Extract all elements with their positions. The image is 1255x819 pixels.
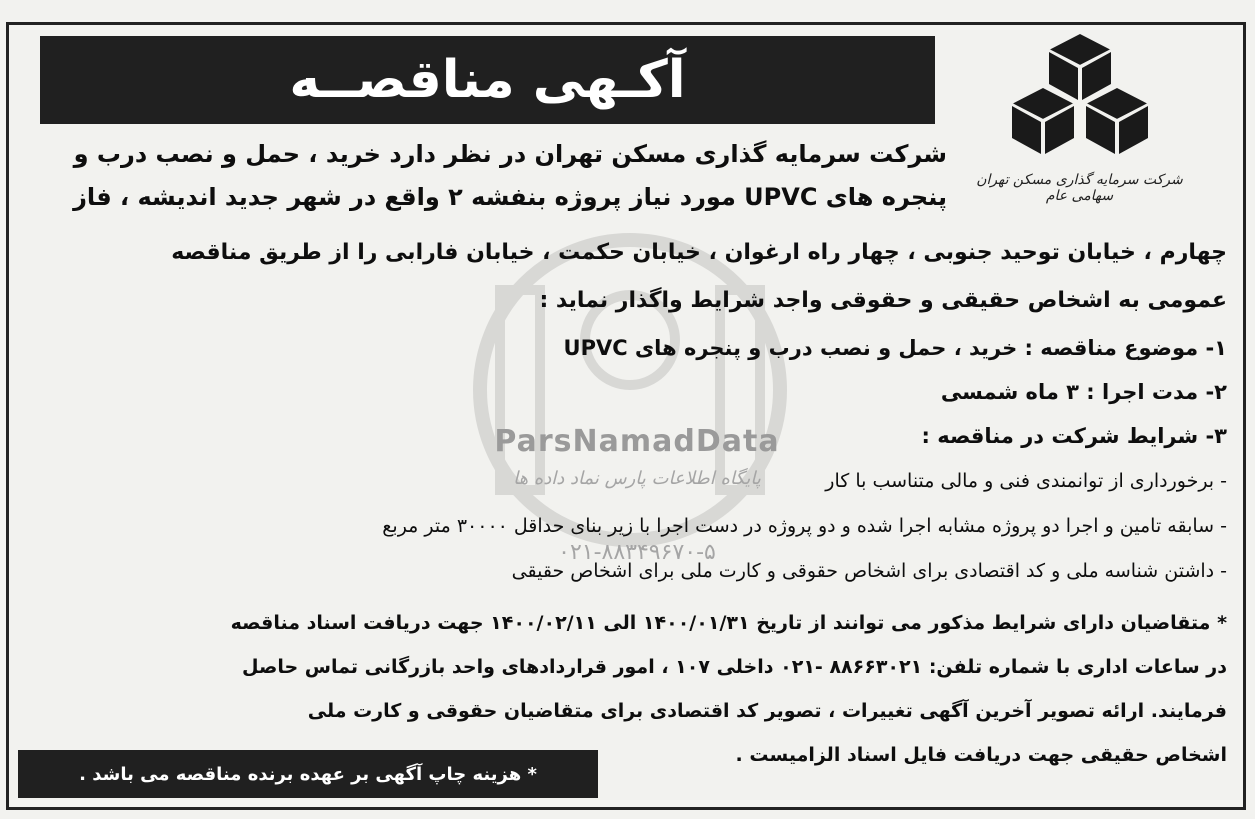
intro-line-3: چهارم ، خیابان توحید جنوبی ، چهار راه ارغوان ، خیابان حکمت ، خیابان فارابی را از طریق مناقصه [171, 240, 1227, 265]
watermark-phone: ۰۲۱-۸۸۳۴۹۶۷۰-۵ [558, 540, 716, 565]
ad-title-bar [40, 36, 935, 124]
condition-capability: - برخورداری از توانمندی فنی و مالی متناسب با کار [825, 470, 1227, 492]
company-cubes-logo-icon [1005, 30, 1155, 170]
intro-line-4: عمومی به اشخاص حقیقی و حقوقی واجد شرایط واگذار نماید : [539, 288, 1227, 313]
intro-line-1: شرکت سرمایه گذاری مسکن تهران در نظر دارد خرید ، حمل و نصب درب و [73, 140, 947, 168]
item-subject: ۱- موضوع مناقصه : خرید ، حمل و نصب درب و پنجره های UPVC [563, 336, 1227, 360]
condition-id: - داشتن شناسه ملی و کد اقتصادی برای اشخاص حقوقی و کارت ملی برای اشخاص حقیقی [511, 560, 1227, 582]
intro-line-2: پنجره های UPVC مورد نیاز پروژه بنفشه ۲ واقع در شهر جدید اندیشه ، فاز [73, 183, 947, 211]
watermark-subtitle: پایگاه اطلاعات پارس نماد داده ها [513, 468, 761, 489]
footer-bar [18, 750, 598, 798]
logo-caption: شرکت سرمایه گذاری مسکن تهران سهامی عام [976, 172, 1183, 204]
item-conditions-heading: ۳- شرایط شرکت در مناقصه : [921, 424, 1227, 448]
notice-line-1: * متقاضیان دارای شرایط مذکور می توانند از تاریخ ۱۴۰۰/۰۱/۳۱ الی ۱۴۰۰/۰۲/۱۱ جهت دریافت اسناد مناقصه [230, 612, 1227, 634]
notice-line-2: در ساعات اداری با شماره تلفن: ۸۸۶۶۳۰۲۱ -۰۲۱ داخلی ۱۰۷ ، امور قراردادهای واحد بازرگانی تماس حاصل [242, 656, 1227, 678]
item-duration: ۲- مدت اجرا : ۳ ماه شمسی [940, 380, 1227, 404]
watermark-brand: ParsNamadData [494, 424, 780, 459]
notice-line-4: اشخاص حقیقی جهت دریافت فایل اسناد الزامیست . [735, 744, 1227, 766]
ad-title: آکـهی مناقصــه [289, 50, 686, 110]
condition-experience: - سابقه تامین و اجرا دو پروژه مشابه اجرا شده و دو پروژه در دست اجرا با زیر بنای حداقل ۳۰۰۰۰ متر مربع [382, 515, 1227, 537]
notice-line-3: فرمایند. ارائه تصویر آخرین آگهی تغییرات ، تصویر کد اقتصادی برای متقاضیان حقوقی و کارت ملی [307, 700, 1227, 722]
footer-note: * هزینه چاپ آگهی بر عهده برنده مناقصه می باشد . [79, 763, 537, 785]
